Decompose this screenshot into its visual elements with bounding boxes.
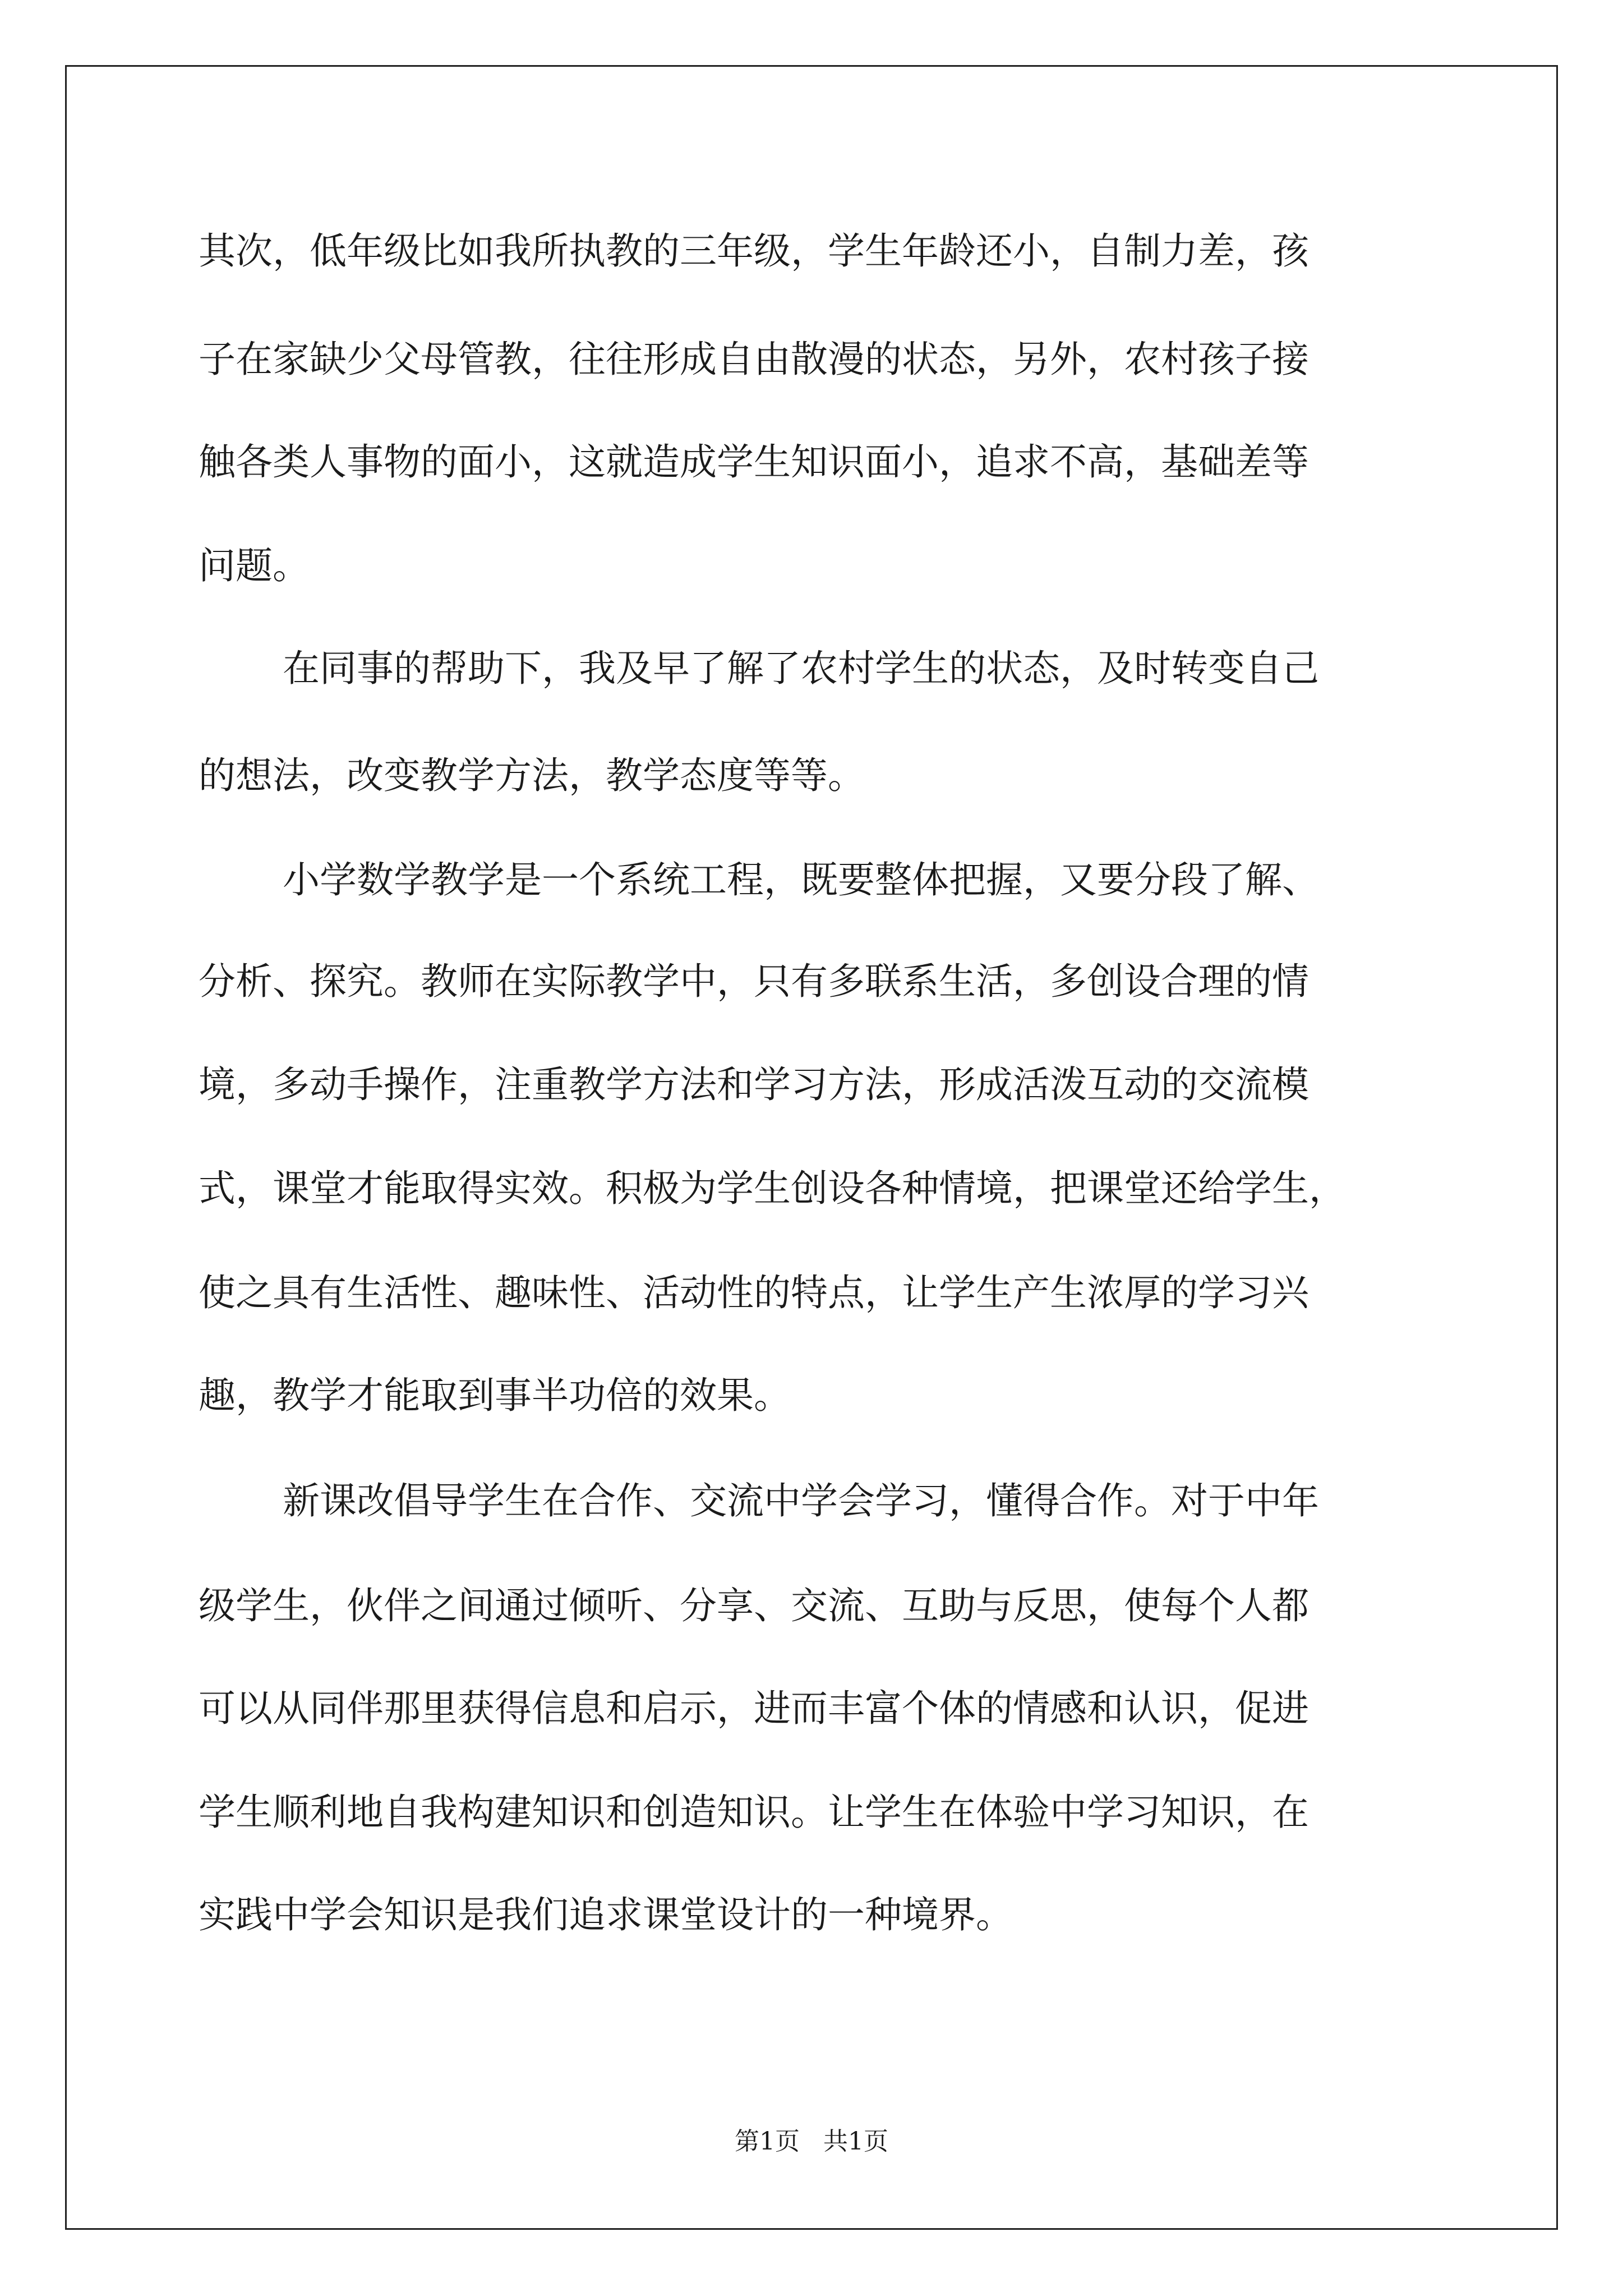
text-line: 新课改倡导学生在合作、交流中学会学习，懂得合作。对于中年 [283,1479,1319,1522]
text-line: 问题。 [199,544,310,587]
text-line: 的想法，改变教学方法，教学态度等等。 [199,754,865,797]
text-line: 触各类人事物的面小，这就造成学生知识面小，追求不高，基础差等 [199,440,1309,484]
text-line: 级学生，伙伴之间通过倾听、分享、交流、互助与反思，使每个人都 [199,1584,1309,1627]
text-line: 在同事的帮助下，我及早了解了农村学生的状态，及时转变自己 [283,647,1319,690]
text-line: 可以从同伴那里获得信息和启示，进而丰富个体的情感和认识，促进 [199,1687,1309,1730]
text-line: 式，课堂才能取得实效。积极为学生创设各种情境，把课堂还给学生， [199,1167,1346,1210]
text-line: 学生顺利地自我构建知识和创造知识。让学生在体验中学习知识，在 [199,1791,1309,1834]
text-line: 子在家缺少父母管教，往往形成自由散漫的状态，另外，农村孩子接 [199,338,1309,381]
page-number-footer: 第1页 共1页 [735,2127,888,2156]
text-line: 实践中学会知识是我们追求课堂设计的一种境界。 [199,1893,1013,1936]
text-line: 小学数学教学是一个系统工程，既要整体把握，又要分段了解、 [283,858,1319,901]
text-line: 使之具有生活性、趣味性、活动性的特点，让学生产生浓厚的学习兴 [199,1271,1309,1314]
text-line: 趣，教学才能取到事半功倍的效果。 [199,1374,791,1417]
text-line: 境，多动手操作，注重教学方法和学习方法，形成活泼互动的交流模 [199,1063,1309,1106]
text-line: 其次，低年级比如我所执教的三年级，学生年龄还小，自制力差，孩 [199,229,1309,273]
text-line: 分析、探究。教师在实际教学中，只有多联系生活，多创设合理的情 [199,960,1309,1003]
